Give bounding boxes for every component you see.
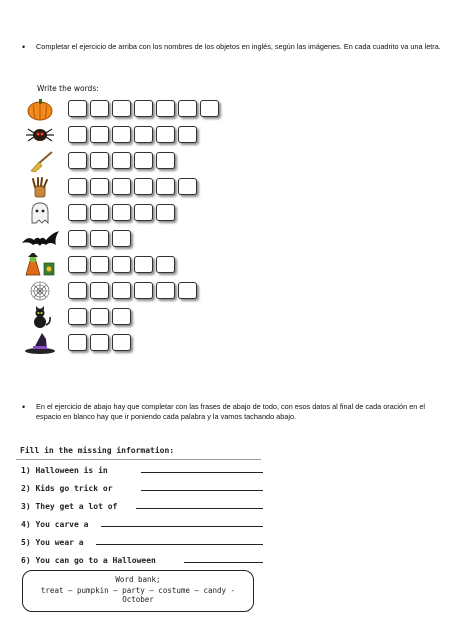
cat-icon — [20, 305, 60, 329]
letter-box[interactable] — [178, 126, 197, 143]
letter-box[interactable] — [200, 100, 219, 117]
title-divider — [16, 459, 261, 460]
letter-box[interactable] — [134, 256, 153, 273]
letter-box[interactable] — [90, 178, 109, 195]
spider-icon — [20, 123, 60, 147]
letter-boxes — [68, 230, 134, 247]
letter-box[interactable] — [134, 126, 153, 143]
letter-boxes — [68, 334, 134, 351]
answer-blank-2[interactable] — [141, 490, 263, 491]
word-row-witch — [20, 253, 225, 277]
word-row-spider — [20, 123, 225, 147]
word-row-broom — [20, 149, 225, 173]
letter-box[interactable] — [156, 256, 175, 273]
fill-in-exercise — [16, 440, 266, 620]
letter-box[interactable] — [156, 100, 175, 117]
letter-boxes — [68, 126, 200, 143]
word-row-monster-hand — [20, 175, 225, 199]
letter-box[interactable] — [90, 282, 109, 299]
letter-boxes — [68, 204, 178, 221]
witch-hat-icon — [20, 331, 60, 355]
letter-box[interactable] — [68, 230, 87, 247]
letter-box[interactable] — [90, 256, 109, 273]
letter-box[interactable] — [178, 178, 197, 195]
letter-box[interactable] — [68, 204, 87, 221]
letter-box[interactable] — [112, 308, 131, 325]
answer-blank-3[interactable] — [136, 508, 263, 509]
word-row-spider-web — [20, 279, 225, 303]
letter-box[interactable] — [68, 178, 87, 195]
letter-box[interactable] — [68, 308, 87, 325]
letter-box[interactable] — [90, 334, 109, 351]
write-the-words-exercise — [20, 80, 225, 355]
letter-box[interactable] — [112, 178, 131, 195]
instruction-2-text: En el ejercicio de abajo hay que completar con las frases de abajo de todo, con esos datos al final de cada oración en el espacio en blanco hay que ir poniendo cada palabra y la vamos tachando abajo. — [36, 402, 426, 421]
sentence-3-text: 3) They get a lot of — [21, 502, 118, 511]
letter-box[interactable] — [134, 178, 153, 195]
word-row-cat — [20, 305, 225, 329]
pumpkin-icon — [20, 97, 60, 121]
bullet-icon: • — [22, 42, 26, 52]
letter-box[interactable] — [68, 152, 87, 169]
spider-web-icon — [20, 279, 60, 303]
answer-blank-1[interactable] — [141, 472, 263, 473]
letter-box[interactable] — [112, 334, 131, 351]
letter-boxes — [68, 100, 222, 117]
letter-box[interactable] — [90, 204, 109, 221]
sentence-4 — [21, 520, 261, 529]
broom-icon — [20, 149, 60, 173]
letter-boxes — [68, 256, 178, 273]
sentence-6-text: 6) You can go to a Halloween — [21, 556, 156, 565]
instruction-1 — [22, 42, 447, 52]
letter-box[interactable] — [68, 256, 87, 273]
word-bank-title: Word bank; — [115, 575, 161, 584]
word-bank — [22, 570, 254, 612]
word-row-witch-hat — [20, 331, 225, 355]
answer-blank-4[interactable] — [101, 526, 263, 527]
word-row-bat — [20, 227, 225, 251]
instruction-2 — [22, 402, 447, 422]
letter-box[interactable] — [156, 126, 175, 143]
sentence-1 — [21, 466, 261, 475]
letter-box[interactable] — [68, 282, 87, 299]
exercise-2-title: Fill in the missing information: — [20, 446, 175, 455]
letter-boxes — [68, 282, 200, 299]
sentence-5 — [21, 538, 261, 547]
bullet-icon: • — [22, 402, 26, 412]
letter-box[interactable] — [112, 282, 131, 299]
letter-box[interactable] — [90, 126, 109, 143]
bat-icon — [20, 227, 60, 251]
letter-box[interactable] — [112, 230, 131, 247]
answer-blank-6[interactable] — [184, 562, 263, 563]
letter-box[interactable] — [90, 308, 109, 325]
letter-box[interactable] — [134, 152, 153, 169]
letter-box[interactable] — [112, 152, 131, 169]
letter-box[interactable] — [156, 204, 175, 221]
letter-boxes — [68, 308, 134, 325]
monster-hand-icon — [20, 175, 60, 199]
word-bank-words: treat – pumpkin – party – costume – candy - October — [40, 586, 236, 604]
letter-box[interactable] — [178, 100, 197, 117]
instruction-1-text: Completar el ejercicio de arriba con los nombres de los objetos en inglés, según las imágenes. En cada cuadrito va una letra. — [36, 42, 441, 51]
word-row-pumpkin — [20, 97, 225, 121]
letter-box[interactable] — [112, 204, 131, 221]
letter-box[interactable] — [134, 282, 153, 299]
sentence-4-text: 4) You carve a — [21, 520, 89, 529]
sentence-3 — [21, 502, 261, 511]
letter-box[interactable] — [156, 282, 175, 299]
sentence-2 — [21, 484, 261, 493]
sentence-5-text: 5) You wear a — [21, 538, 84, 547]
letter-box[interactable] — [134, 100, 153, 117]
letter-box[interactable] — [68, 334, 87, 351]
letter-box[interactable] — [112, 100, 131, 117]
sentence-6 — [21, 556, 261, 565]
word-row-ghost — [20, 201, 225, 225]
sentence-1-text: 1) Halloween is in — [21, 466, 108, 475]
letter-box[interactable] — [90, 230, 109, 247]
letter-box[interactable] — [134, 204, 153, 221]
ghost-icon — [20, 201, 60, 225]
letter-box[interactable] — [68, 100, 87, 117]
letter-box[interactable] — [156, 178, 175, 195]
letter-box[interactable] — [90, 152, 109, 169]
sentence-2-text: 2) Kids go trick or — [21, 484, 113, 493]
answer-blank-5[interactable] — [96, 544, 263, 545]
letter-box[interactable] — [68, 126, 87, 143]
letter-boxes — [68, 178, 200, 195]
letter-boxes — [68, 152, 178, 169]
letter-box[interactable] — [112, 256, 131, 273]
witch-icon — [20, 253, 60, 277]
exercise-1-title: Write the words: — [37, 84, 99, 93]
letter-box[interactable] — [156, 152, 175, 169]
letter-box[interactable] — [90, 100, 109, 117]
letter-box[interactable] — [178, 282, 197, 299]
letter-box[interactable] — [112, 126, 131, 143]
